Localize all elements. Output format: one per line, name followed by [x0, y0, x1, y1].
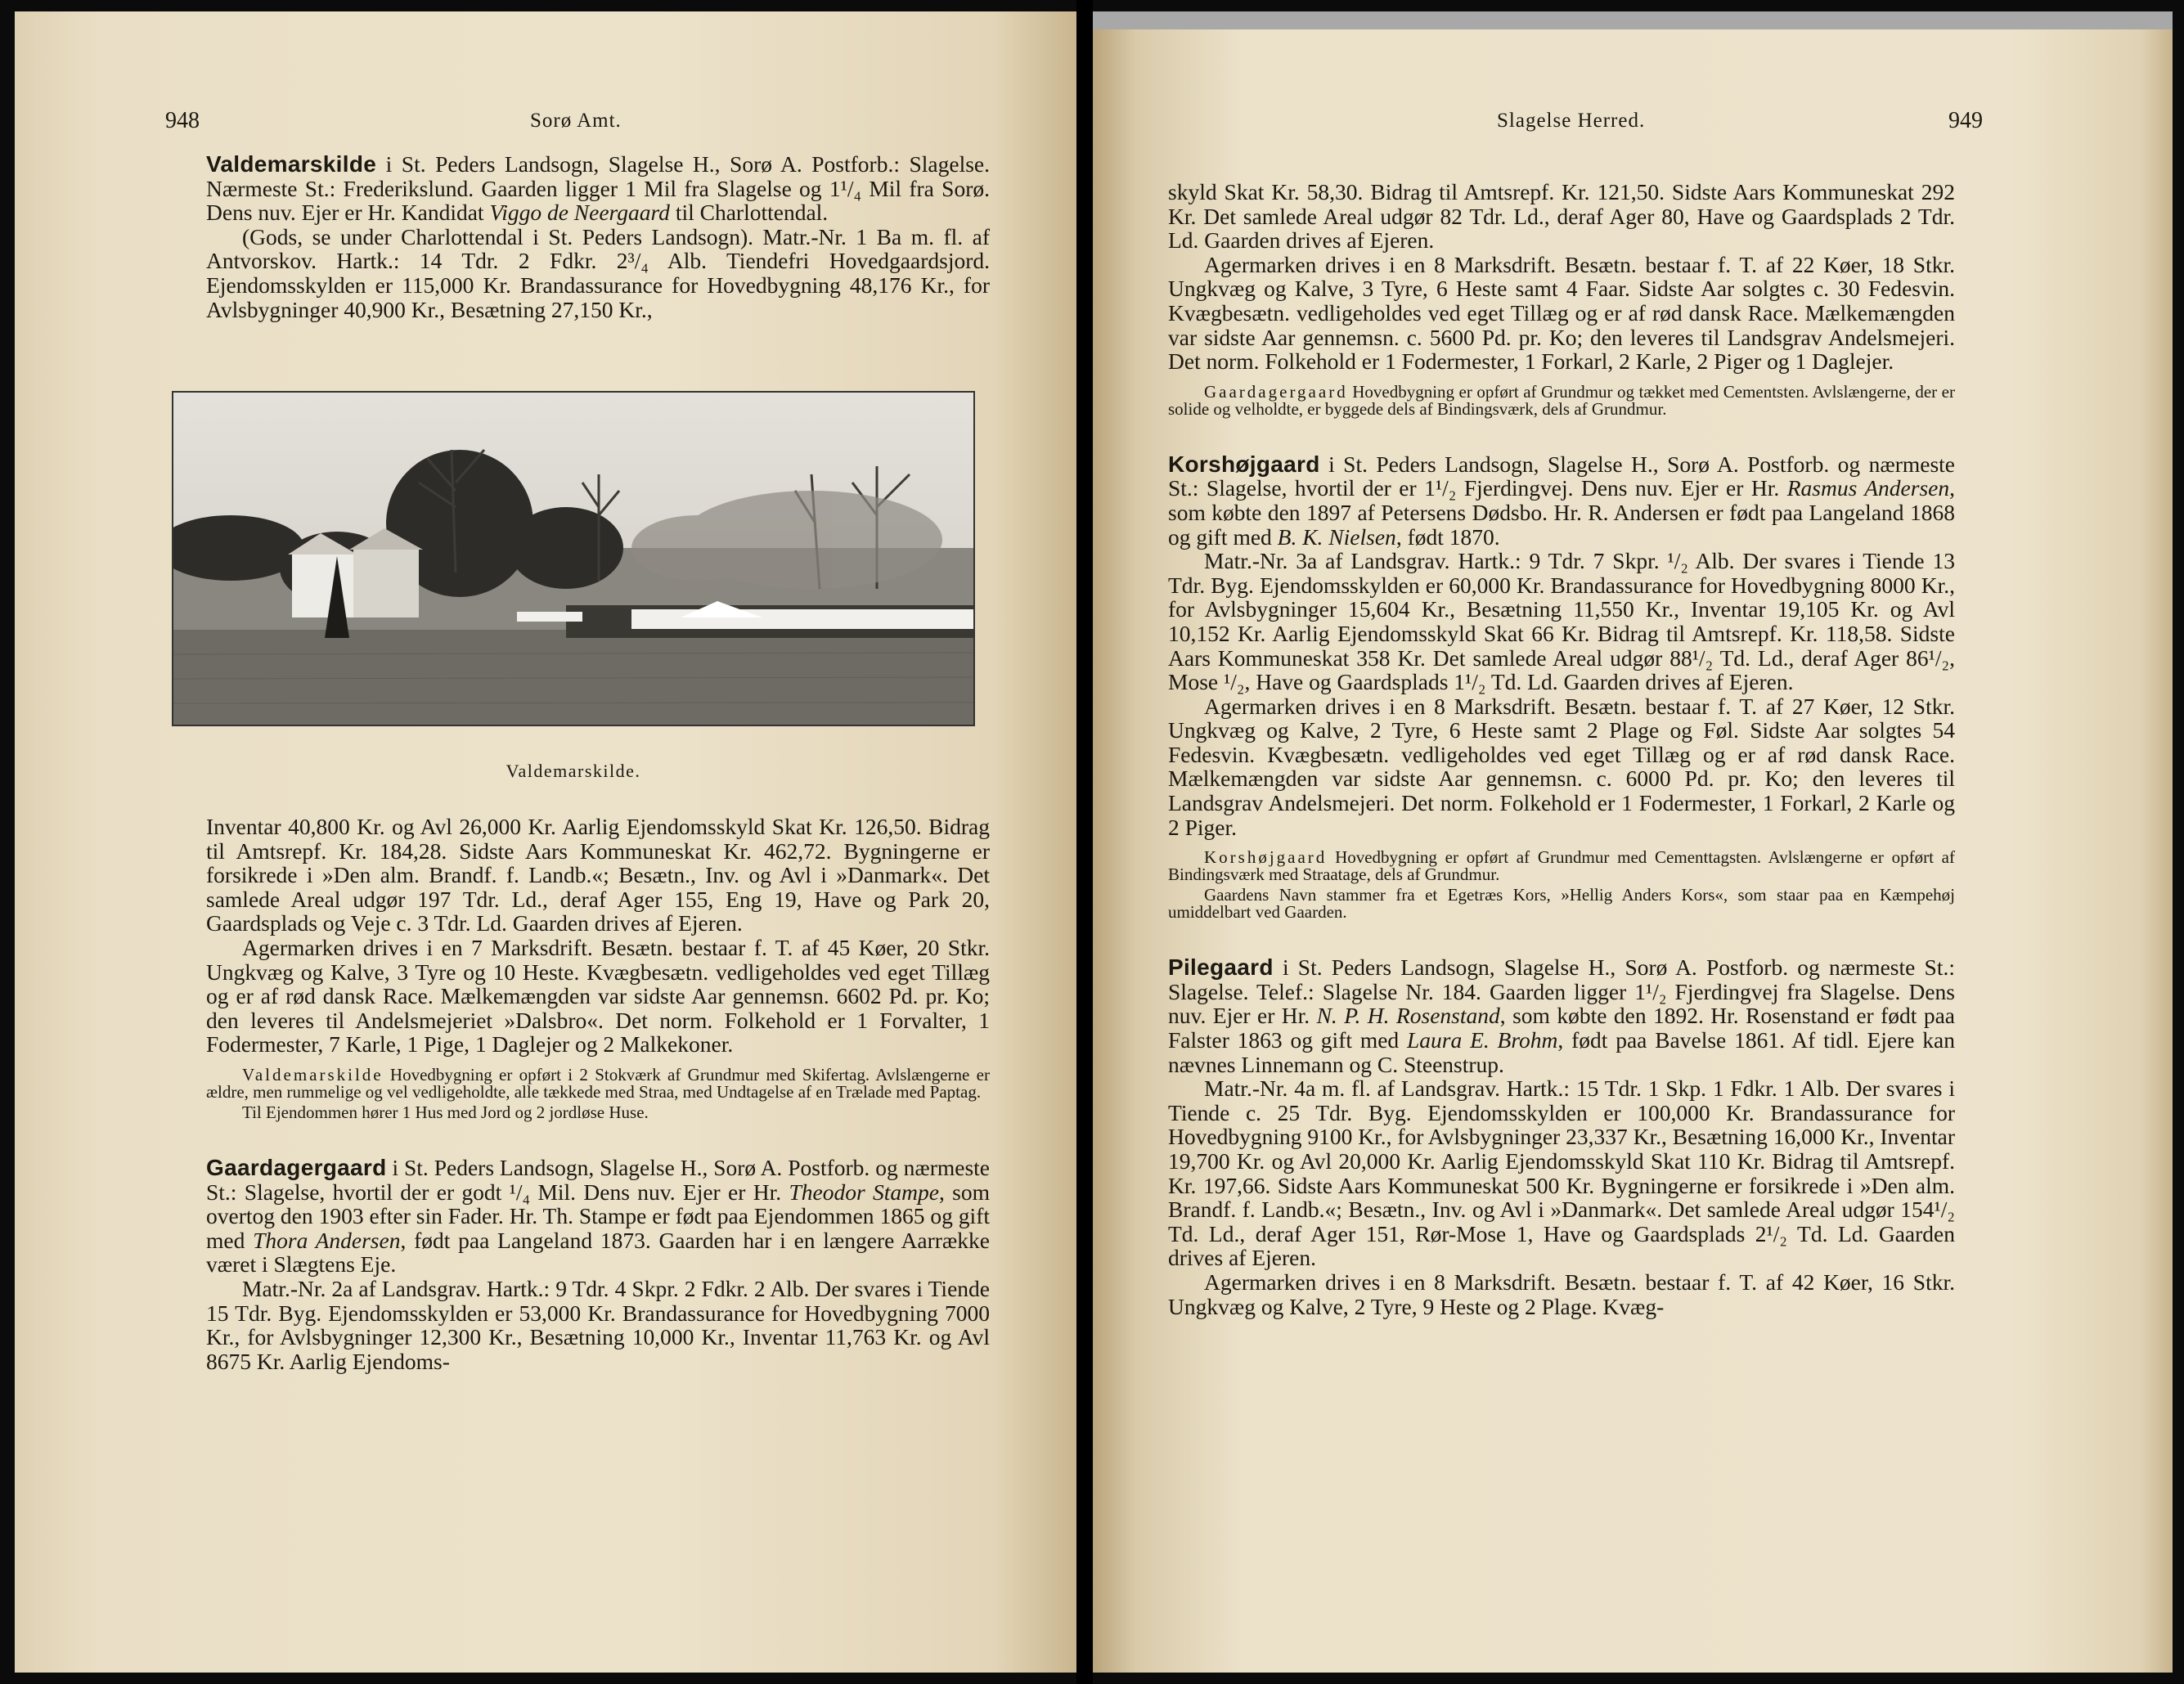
building-note: Gaardens Navn stammer fra et Egetræs Kors, »Hellig Anders Kors«, som staar paa en Kæmpehøj umiddelbart ved Gaarden. [1168, 885, 1955, 923]
owner-name: Viggo de Neergaard [489, 200, 670, 226]
paragraph: Inventar 40,800 Kr. og Avl 26,000 Kr. Aarlig Ejendomsskyld Skat Kr. 126,50. Bidrag til Amtsrepf. Kr. 184,28. Sidste Aars Kommuneskat Kr. 462,72. Bygningerne er forsikrede i »Den alm. Brandf. f. Landb.«; Besætn., Inv. og Avl i »Danmark«. Det samlede Areal udgør 197 Tdr. Ld., deraf Ager 155, Eng 19, Have og Park 20, Gaardsplads og Veje c. 3 Tdr. Ld. Gaarden drives af Ejeren. [206, 814, 990, 936]
spacer [1168, 931, 1955, 955]
farm-photograph [173, 393, 975, 726]
entry-korshojgaard: Korshøjgaard i St. Peders Landsogn, Slagelse H., Sorø A. Postforb. og nærmeste St.: Slagelse, hvortil der er 1¹/₂ Fjerdingvej. Dens nuv. Ejer er Hr. Rasmus Andersen, som købte den 1897 af Petersens Dødsbo. Hr. R. Andersen er født paa Langeland 1868 og gift med B. K. Nielsen, født 1870. [1168, 451, 1955, 550]
paragraph: Matr.-Nr. 4a m. fl. af Landsgrav. Hartk.: 15 Tdr. 1 Skp. 1 Fdkr. 1 Alb. Der svares i Tiende c. 25 Tdr. Byg. Ejendomsskylden er 100,000 Kr. Brandassurance for Hovedbygning 9100 Kr., for Avlsbygninger 23,337 Kr., Besætning 16,000 Kr., Inventar 19,700 Kr. og Avl 20,000 Kr. Aarlig Ejendomsskyld Skat 110 Kr. Bidrag til Amtsrepf. Kr. 197,66. Sidste Aars Kommuneskat 500 Kr. Bygningerne er forsikrede i »Den alm. Brandf. f. Landb.«; Besætn., Inv. og Avl i »Danmark«. Det samlede Areal udgør 154¹/₂ Td. Ld., deraf Ager 151, Rør-Mose 1, Have og Gaardsplads 2¹/₂ Td. Ld. Gaarden drives af Ejeren. [1168, 1076, 1955, 1271]
paragraph: Matr.-Nr. 2a af Landsgrav. Hartk.: 9 Tdr. 4 Skpr. 2 Fdkr. 2 Alb. Der svares i Tiende 15 Tdr. Byg. Ejendomsskylden er 53,000 Kr. Brandassurance for Hovedbygning 7000 Kr., for Avlsbygninger 12,300 Kr., Besætning 10,000 Kr., Inventar 11,763 Kr. og Avl 8675 Kr. Aarlig Ejendoms- [206, 1275, 990, 1374]
paragraph: Matr.-Nr. 3a af Landsgrav. Hartk.: 9 Tdr. 7 Skpr. ¹/₂ Alb. Der svares i Tiende 13 Tdr. Byg. Ejendomsskylden er 60,000 Kr. Brandassurance for Hovedbygning 8000 Kr., for Avlsbygninger 15,604 Kr., Besætning 11,550 Kr., Inventar 19,105 Kr. og Avl 10,152 Kr. Aarlig Ejendomsskyld Skat 66 Kr. Bidrag til Amtsrepf. Kr. 118,58. Sidste Aars Kommuneskat 358 Kr. Det samlede Areal udgør 88¹/₂ Td. Ld., deraf Ager 86¹/₂, Mose ¹/₂, Have og Gaardsplads 1¹/₂ Td. Ld. Gaarden drives af Ejeren. [1168, 548, 1955, 695]
valdemarskilde-photo [172, 391, 975, 726]
photo-caption: Valdemarskilde. [506, 761, 641, 781]
running-head: Sorø Amt. [530, 110, 622, 132]
entry-valdemarskilde: Valdemarskilde i St. Peders Landsogn, Slagelse H., Sorø A. Postforb.: Slagelse. Nærmeste St.: Frederikslund. Gaarden ligger 1 Mil fra Slagelse og 1¹/₄ Mil fra Sorø. Dens nuv. Ejer er Hr. Kandidat Viggo de Neergaard til Charlottendal. [206, 151, 990, 226]
building-note: Gaardagergaard Hovedbygning er opført af Grundmur og tækket med Cementsten. Avlslængerne, der er solide og velholdte, er byggede dels af Bindingsværk, dels af Grundmur. [1168, 381, 1955, 419]
building-note: Korshøjgaard Hovedbygning er opført af Grundmur med Cementtagsten. Avlslængerne er opført af Bindingsværk med Straatage, dels af Grundmur. [1168, 847, 1955, 885]
building-note: Til Ejendommen hører 1 Hus med Jord og 2 jordløse Huse. [242, 1102, 649, 1122]
entry-pilegaard: Pilegaard i St. Peders Landsogn, Slagelse H., Sorø A. Postforb. og nærmeste St.: Slagelse. Telef.: Slagelse Nr. 184. Gaarden ligger 1¹/₂ Fjerdingvej fra Slagelse. Dens nuv. Ejer er Hr. N. P. H. Rosenstand, som købte den 1892. Hr. Rosenstand er født paa Falster 1863 og gift med Laura E. Brohm, født paa Bavelse 1861. Af tidl. Ejere kan nævnes Linnemann og C. Steenstrup. [1168, 954, 1955, 1077]
paragraph: Agermarken drives i en 8 Marksdrift. Besætn. bestaar f. T. af 22 Køer, 18 Stkr. Ungkvæg og Kalve, 3 Tyre, 6 Heste samt 4 Faar. Sidste Aar solgtes c. 30 Fedesvin. Kvægbesætn. vedligeholdes ved eget Tillæg og er af rød dansk Race. Mælkemængden var sidste Aar gennemsn. c. 5600 Pd. pr. Ko; den leveres til Landsgrav Andelsmejeri. Det norm. Folkehold er 1 Fodermester, 1 Forkarl, 2 Karle, 2 Piger og 1 Daglejer. [1168, 251, 1955, 375]
right-column [1168, 180, 1955, 1318]
building-note: Valdemarskilde Hovedbygning er opført i 2 Stokværk af Grundmur med Skifertag. Avlslængerne er ældre, men rummelige og vel vedligeholdte, alle tækkede med Straa, med Undtagelse af en Trælade med Paptag. [206, 1064, 990, 1102]
paragraph: Agermarken drives i en 7 Marksdrift. Besætn. bestaar f. T. af 45 Køer, 20 Stkr. Ungkvæg og Kalve, 3 Tyre og 10 Heste. Kvægbesætn. vedligeholdes ved eget Tillæg og er af rød dansk Race. Mælkemængden var sidste Aar gennemsn. 6602 Pd. pr. Ko; den leveres til Andelsmejeriet »Dalsbro«. Det norm. Folkehold er 1 Forvalter, 1 Fodermester, 7 Karle, 1 Pige, 1 Daglejer og 2 Malkekoner. [206, 934, 990, 1058]
left-column-bottom [206, 815, 990, 1373]
owner-name: Theodor Stampe [789, 1179, 939, 1205]
estate-name: Valdemarskilde [206, 151, 377, 177]
paragraph: skyld Skat Kr. 58,30. Bidrag til Amtsrepf. Kr. 121,50. Sidste Aars Kommuneskat 292 Kr. Det samlede Areal udgør 82 Tdr. Ld., deraf Ager 80, Have og Gaardsplads 2 Tdr. Ld. Gaarden drives af Ejeren. [1168, 179, 1955, 254]
left-column-top [206, 152, 990, 321]
page-number: 949 [1948, 108, 1983, 133]
estate-name: Korshøjgaard [1168, 451, 1320, 477]
page-number: 948 [165, 108, 200, 133]
spacer [206, 1131, 990, 1156]
paragraph: Agermarken drives i en 8 Marksdrift. Besætn. bestaar f. T. af 42 Køer, 16 Stkr. Ungkvæg og Kalve, 2 Tyre, 9 Heste og 2 Plage. Kvæg- [1168, 1269, 1955, 1319]
entry-gaardagergaard: Gaardagergaard i St. Peders Landsogn, Slagelse H., Sorø A. Postforb. og nærmeste St.: Slagelse, hvortil der er godt ¹/₄ Mil. Dens nuv. Ejer er Hr. Theodor Stampe, som overtog den 1903 efter sin Fader. Hr. Th. Stampe er født paa Ejendommen 1865 og gift med Thora Andersen, født paa Langeland 1873. Gaarden har i en længere Aarrække været i Slægtens Eje. [206, 1154, 990, 1278]
right-page [1093, 11, 2173, 1673]
estate-name: Pilegaard [1168, 954, 1274, 981]
owner-name: Rasmus Andersen [1786, 475, 1950, 501]
running-head: Slagelse Herred. [1497, 110, 1646, 132]
wife-name: B. K. Nielsen [1277, 523, 1396, 550]
wife-name: Thora Andersen [253, 1227, 401, 1253]
estate-name: Gaardagergaard [206, 1154, 387, 1180]
owner-name: N. P. H. Rosenstand [1316, 1003, 1500, 1029]
left-page [15, 11, 1076, 1673]
paragraph: Agermarken drives i en 8 Marksdrift. Besætn. bestaar f. T. af 27 Køer, 12 Stkr. Ungkvæg og Kalve, 2 Tyre, 6 Heste samt 2 Plage og Føl. Sidste Aar solgtes 54 Fedesvin. Kvægbesætn. vedligeholdes ved eget Tillæg og er af rød dansk Race. Mælkemængden var sidste Aar gennemsn. c. 6000 Pd. pr. Ko; den leveres til Landsgrav Andelsmejeri. Det norm. Folkehold er 1 Fodermester, 1 Forkarl, 2 Karle og 2 Piger. [1168, 693, 1955, 840]
wife-name: Laura E. Brohm [1407, 1027, 1558, 1053]
spacer [1168, 428, 1955, 452]
paragraph: (Gods, se under Charlottendal i St. Peders Landsogn). Matr.-Nr. 1 Ba m. fl. af Antvorskov. Hartk.: 14 Tdr. 2 Fdkr. 2³/₄ Alb. Tiendefri Hovedgaardsjord. Ejendomsskylden er 115,000 Kr. Brandassurance for Hovedbygning 48,176 Kr., for Avlsbygninger 40,900 Kr., Besætning 27,150 Kr., [206, 223, 990, 322]
book-gutter [1076, 0, 1093, 1684]
